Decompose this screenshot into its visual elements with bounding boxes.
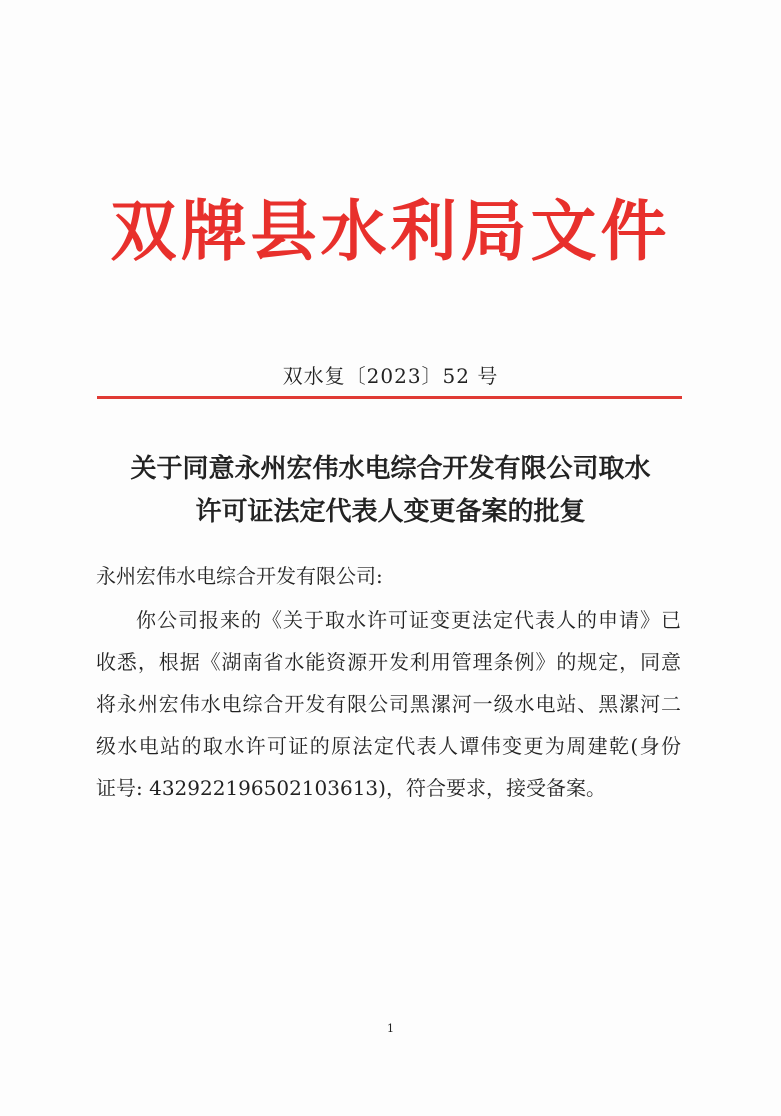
masthead-title: 双牌县水利局文件 [110,192,671,270]
red-divider-line [97,396,682,399]
body-paragraph-line: 收悉，根据《湖南省水能资源开发利用管理条例》的规定，同意 [96,650,681,674]
body-paragraph-line: 你公司报来的《关于取水许可证变更法定代表人的申请》已 [136,608,681,632]
body-paragraph-line: 将永州宏伟水电综合开发有限公司黑漯河一级水电站、黑漯河二 [96,692,681,716]
document-title-line-1: 关于同意永州宏伟水电综合开发有限公司取水 [130,454,651,484]
salutation: 永州宏伟水电综合开发有限公司: [96,564,383,588]
page-number: 1 [387,1022,394,1035]
document-number: 双水复〔2023〕52 号 [282,364,499,388]
body-paragraph-line: 证号: 432922196502103613)，符合要求，接受备案。 [96,776,606,800]
document-title-line-2: 许可证法定代表人变更备案的批复 [195,497,586,527]
body-paragraph-line: 级水电站的取水许可证的原法定代表人谭伟变更为周建乾(身份 [96,734,681,758]
